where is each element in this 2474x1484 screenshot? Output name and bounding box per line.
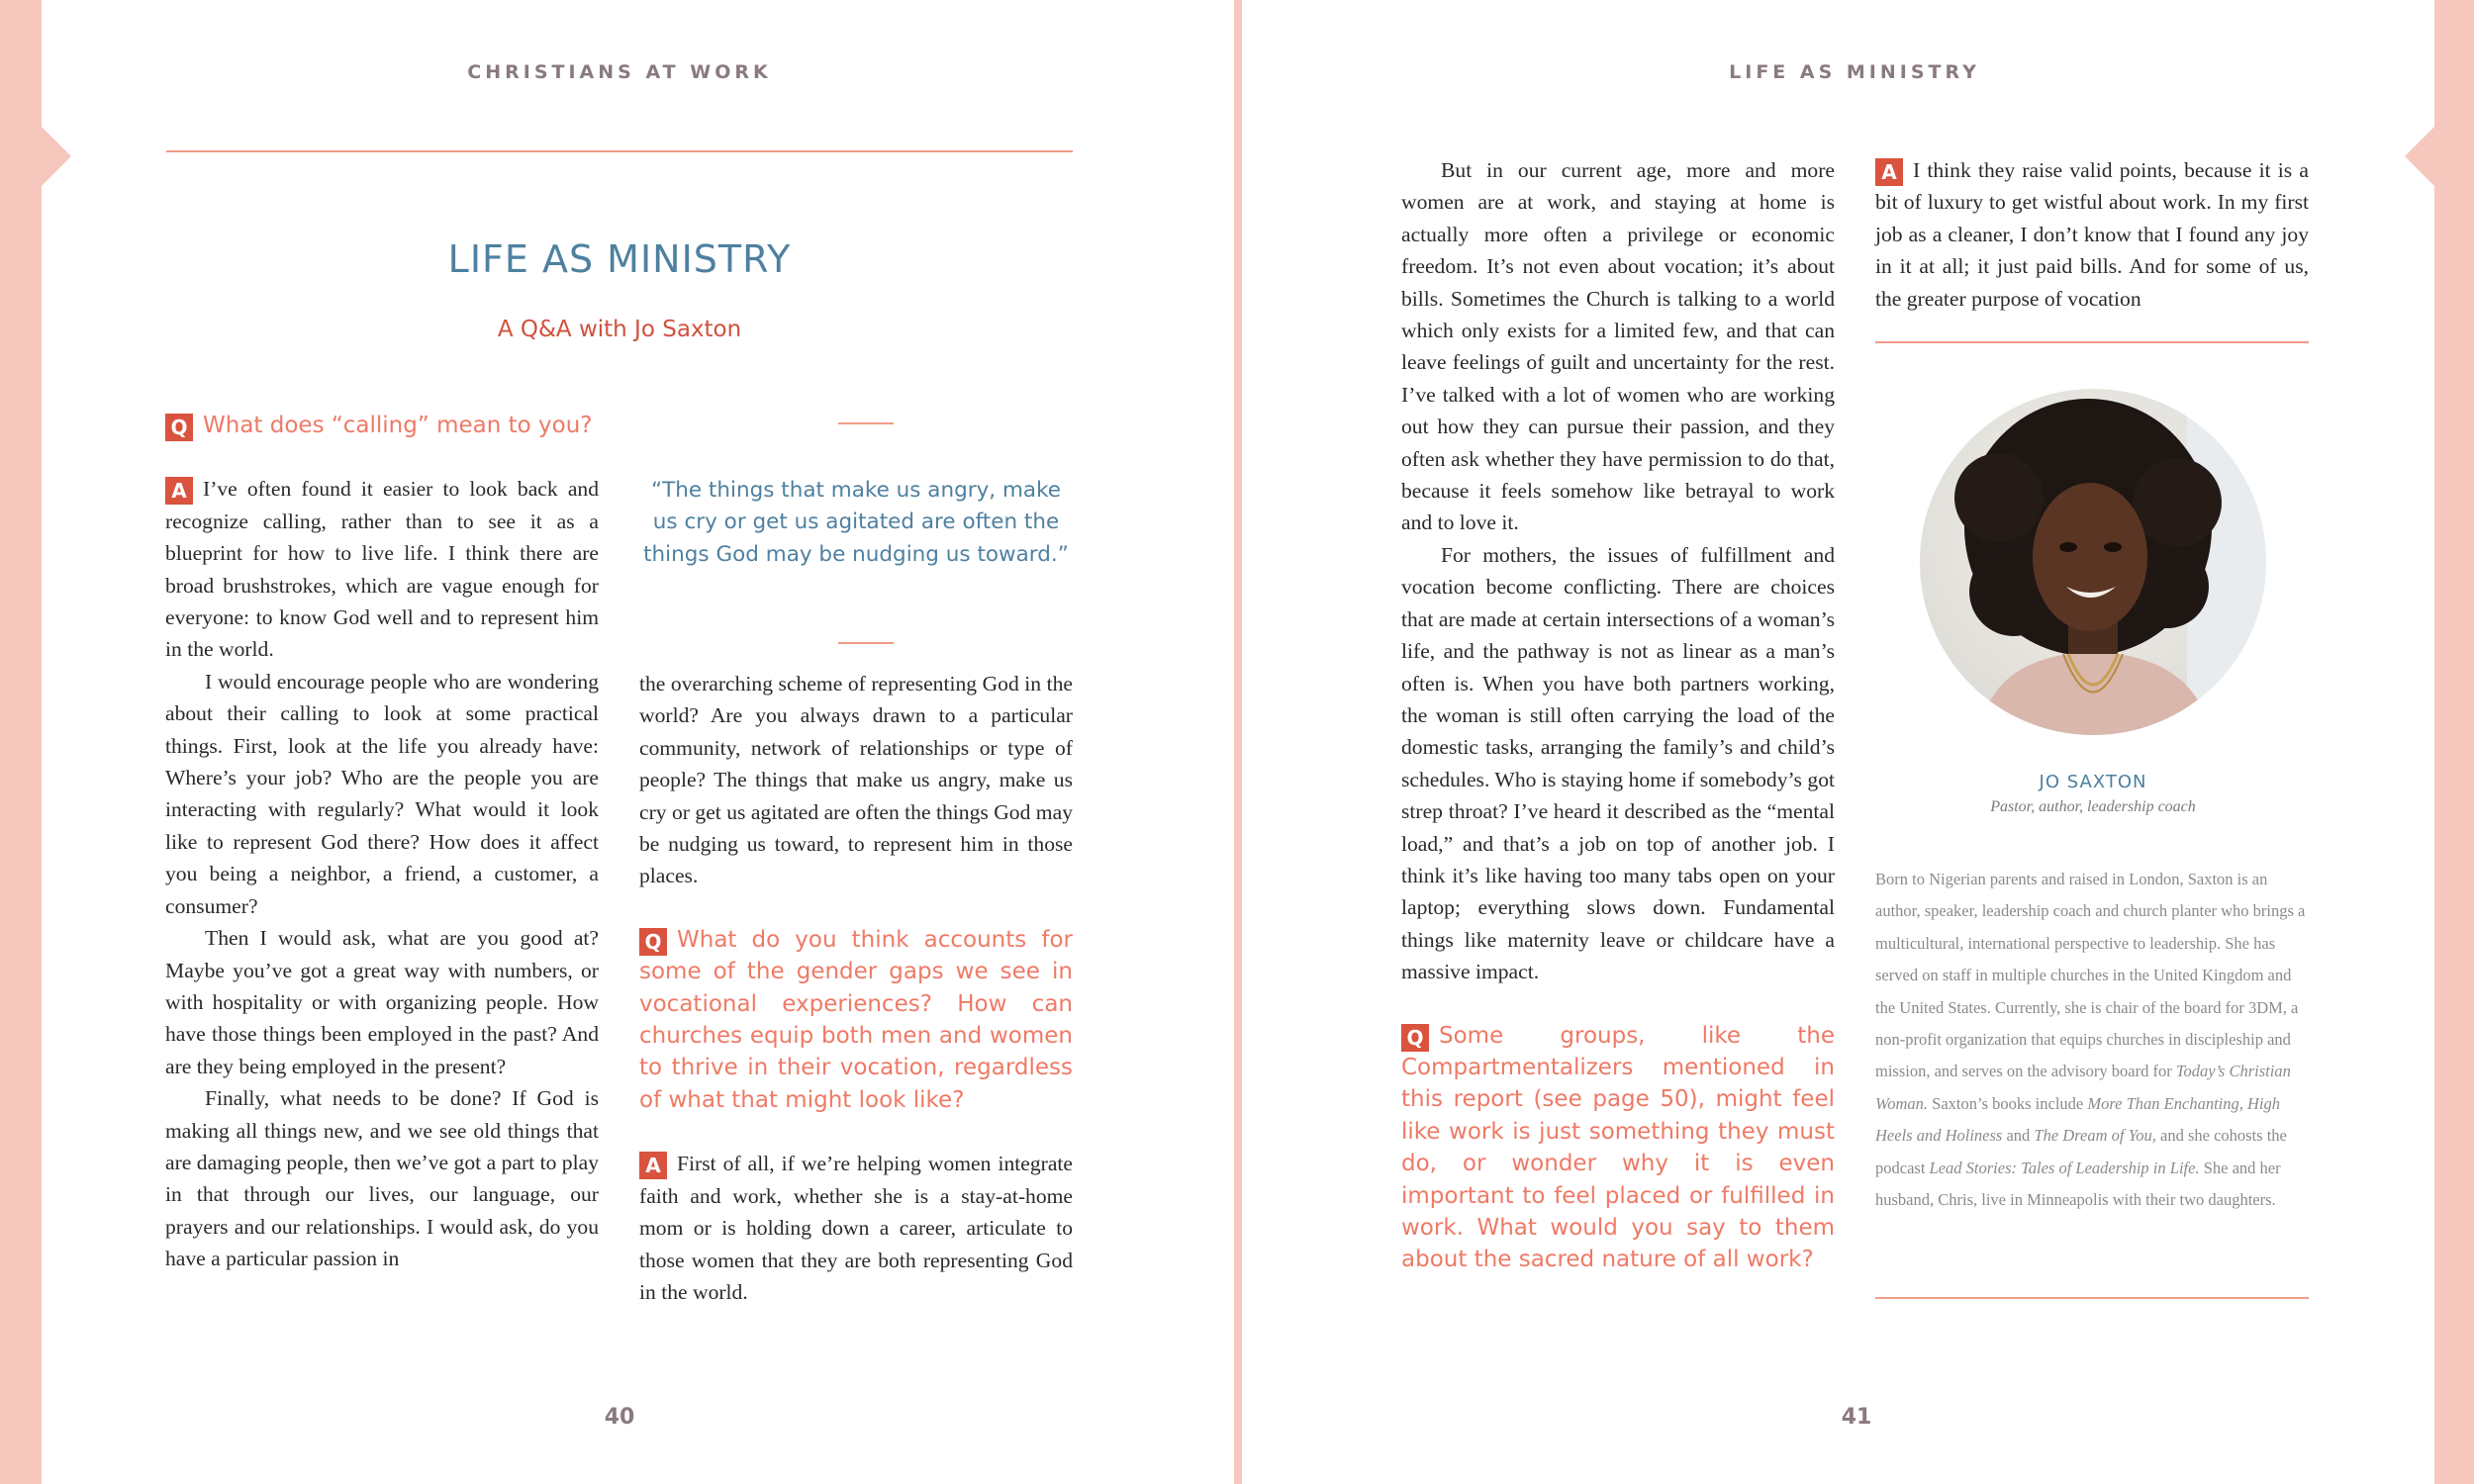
running-head-right: LIFE AS MINISTRY — [1729, 61, 1980, 83]
left-margin-notch — [42, 127, 71, 186]
question-3-text: Some groups, like the Compartmentalizers mentioned in this report (see page 50), might feel like work is just something they must do, or wonder why it is even important to feel placed or fulfilled in work. What would you say to them about the sacred nature of all work? — [1401, 1022, 1835, 1273]
article-title: LIFE AS MINISTRY — [447, 237, 792, 281]
sidebar-rule-bottom — [1875, 1297, 2309, 1299]
answer-3-paragraph: A I think they raise valid points, because it is a bit of luxury to get wistful about work. In my first job as a cleaner, I don’t know that I found any joy in it at all; it just paid bills. And for some of us, the greater purpose of vocation — [1875, 158, 2309, 311]
question-badge: Q — [165, 414, 193, 441]
page-number-right: 41 — [1841, 1405, 1872, 1430]
left-column — [165, 410, 599, 1275]
page-number-left: 40 — [604, 1405, 635, 1430]
answer-1-paragraph: Finally, what needs to be done? If God is making all things new, and we see old things that are damaging people, then we’ve got a part to play in that through our lives, our language, our prayers and our relationships. I would ask, do you have a particular passion in — [165, 1086, 599, 1271]
pull-quote: “The things that make us angry, make us cry or get us agitated are often the things God may be nudging us toward.” — [643, 478, 1069, 567]
right-margin-notch — [2405, 127, 2434, 186]
portrait-caption-name: JO SAXTON — [2039, 772, 2147, 792]
article-subtitle: A Q&A with Jo Saxton — [497, 317, 742, 342]
header-rule-left — [166, 150, 1073, 152]
pullquote-rule-bottom — [838, 642, 894, 644]
answer-1-paragraph: Then I would ask, what are you good at? Maybe you’ve got a great way with numbers, or with hospitality or with organizing people. How have those things been employed in the past? And are they being employed in the present? — [165, 926, 599, 1078]
answer-1-continued: the overarching scheme of representing God in the world? Are you always drawn to a particular community, network of relationships or type of people? The things that make us angry, make us cry or get us agitated are often the things God may be nudging us toward, to represent him in those places. — [639, 672, 1073, 888]
answer-1-paragraph: A I’ve often found it easier to look back and recognize calling, rather than to see it as a blueprint for how to live life. I think there are broad brushstrokes, which are vague enough for everyone: to know God well and to represent him in the world. — [165, 477, 599, 662]
answer-2-paragraph: A First of all, if we’re helping women integrate faith and work, whether she is a stay-at-home mom or is holding down a career, articulate to those women that they are both representing God in the world. — [639, 1152, 1073, 1304]
body-paragraph: For mothers, the issues of fulfillment and vocation become conflicting. There are choices that are made at certain intersections of a woman’s life, and the pathway is not as linear as a man’s often is. When you have both partners working, the woman is still often carrying the load of the domestic tasks, arranging the family’s and child’s schedules. Who is staying home if somebody’s got strep throat? I’ve heard it described as the “mental load,” and that’s a job on top of another job. I think it’s like having too many tabs open on your laptop; everything slows down. Fundamental things like maternity leave or childcare have a massive impact. — [1401, 542, 1835, 984]
question-2 — [639, 924, 1073, 1116]
question-badge: Q — [1401, 1024, 1429, 1052]
portrait-illustration — [1920, 389, 2266, 735]
question-1-text: What does “calling” mean to you? — [203, 413, 593, 438]
author-portrait — [1920, 389, 2266, 735]
body-paragraph: But in our current age, more and more women are at work, and staying at home is actually more often a privilege or economic freedom. It’s not even about vocation; it’s about bills. Sometimes the Church is talking to a world which only exists for a limited few, and that can leave feelings of guilt and uncertainty for the rest. I’ve talked with a lot of women who are working out how they can pursue their passion, and they often ask whether they have permission to do that, because it feels somehow like betrayal to work and to love it. — [1401, 158, 1835, 535]
sidebar-rule-top — [1875, 341, 2309, 343]
portrait-caption-role: Pastor, author, leadership coach — [1990, 798, 2196, 815]
answer-badge: A — [165, 477, 193, 505]
question-1 — [165, 410, 599, 441]
question-badge: Q — [639, 928, 667, 956]
author-bio: Born to Nigerian parents and raised in London, Saxton is an author, speaker, leadership coach and church planter who brings a multicultural, international perspective to leadership. She has served on staff in multiple churches in the United Kingdom and the United States. Currently, she is chair of the board for 3DM, a non-profit organization that equips churches in discipleship and mission, and serves on the advisory board for Today’s Christian Woman. Saxton’s books include More Than Enchanting, High Heels and Holiness and The Dream of You, and she cohosts the podcast Lead Stories: Tales of Leadership in Life. She and her husband, Chris, live in Minneapolis with their two daughters. — [1875, 870, 2306, 1210]
question-3 — [1401, 1020, 1835, 1276]
answer-badge: A — [639, 1152, 667, 1179]
answer-badge: A — [1875, 158, 1903, 186]
question-2-text: What do you think accounts for some of the gender gaps we see in vocational experiences? How can churches equip both men and women to thrive in their vocation, regardless of what that might look like? — [639, 926, 1073, 1113]
middle-column — [639, 668, 1073, 1308]
running-head-left: CHRISTIANS AT WORK — [467, 61, 772, 83]
answer-1-paragraph: I would encourage people who are wondering about their calling to look at some practical things. First, look at the life you already have: Where’s your job? Who are the people you are interacting with regularly? What would it look like to represent God there? How does it affect you being a neighbor, a friend, a customer, a consumer? — [165, 669, 599, 918]
pullquote-rule-top — [838, 422, 894, 424]
right-column-1 — [1401, 154, 1835, 1276]
right-column-2 — [1875, 154, 2309, 315]
